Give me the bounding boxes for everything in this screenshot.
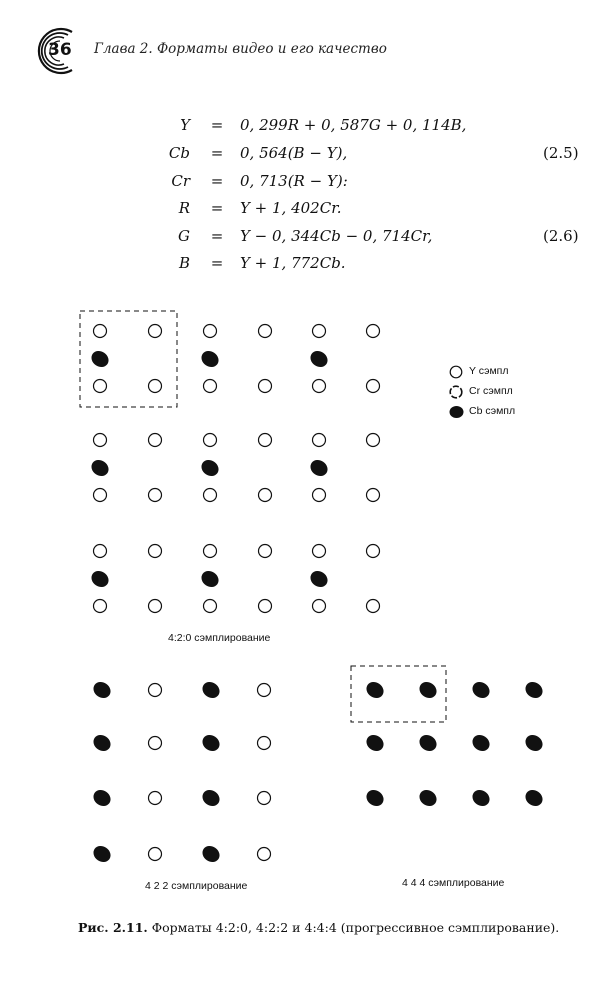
equation-sign: = bbox=[210, 254, 224, 272]
chroma-sample bbox=[198, 568, 221, 591]
equation-number: (2.5) bbox=[543, 144, 579, 162]
chroma-sample bbox=[469, 787, 492, 810]
y-sample bbox=[149, 600, 162, 613]
y-sample bbox=[94, 600, 107, 613]
equation-row bbox=[150, 144, 590, 170]
equation-row bbox=[150, 199, 590, 225]
y-sample bbox=[204, 380, 217, 393]
equation-sign: = bbox=[210, 199, 224, 217]
y-sample bbox=[149, 684, 162, 697]
equation-row bbox=[150, 116, 590, 142]
label-420: 4:2:0 сэмплирование bbox=[168, 632, 271, 644]
y-sample bbox=[313, 380, 326, 393]
chroma-sample bbox=[363, 679, 386, 702]
y-sample bbox=[149, 545, 162, 558]
y-sample bbox=[259, 600, 272, 613]
y-sample bbox=[149, 434, 162, 447]
chroma-sample bbox=[416, 679, 439, 702]
y-sample bbox=[313, 600, 326, 613]
label-444: 4 4 4 сэмплирование bbox=[402, 877, 505, 889]
y-sample bbox=[259, 325, 272, 338]
y-sample bbox=[149, 380, 162, 393]
dotted-circle-icon bbox=[449, 384, 465, 400]
y-sample bbox=[149, 792, 162, 805]
chroma-sample bbox=[90, 787, 113, 810]
y-sample bbox=[259, 434, 272, 447]
chroma-sample bbox=[199, 732, 222, 755]
equation-block bbox=[150, 116, 590, 276]
chroma-sample bbox=[363, 732, 386, 755]
equation-row bbox=[150, 254, 590, 280]
y-sample bbox=[367, 600, 380, 613]
equation-lhs: B bbox=[178, 254, 190, 272]
equation-sign: = bbox=[210, 227, 224, 245]
y-sample bbox=[259, 545, 272, 558]
equation-lhs: R bbox=[178, 199, 190, 217]
equation-row bbox=[150, 172, 590, 198]
y-sample bbox=[149, 737, 162, 750]
y-sample bbox=[367, 545, 380, 558]
y-sample bbox=[204, 545, 217, 558]
y-sample bbox=[204, 600, 217, 613]
running-head: Глава 2. Форматы видео и его качество bbox=[94, 41, 387, 57]
chroma-sample bbox=[90, 843, 113, 866]
y-sample bbox=[149, 489, 162, 502]
y-sample bbox=[259, 380, 272, 393]
y-sample bbox=[94, 489, 107, 502]
legend-label: Cr сэмпл bbox=[469, 385, 513, 397]
chroma-sample bbox=[416, 732, 439, 755]
page-number: 36 bbox=[48, 40, 72, 60]
legend-label: Cb сэмпл bbox=[469, 405, 516, 417]
figure-caption bbox=[78, 920, 598, 935]
sampling-diagram bbox=[0, 300, 604, 900]
equation-rhs: 0, 564(B − Y), bbox=[240, 144, 348, 162]
equation-rhs: Y + 1, 402Cr. bbox=[240, 199, 342, 217]
equation-row bbox=[150, 227, 590, 253]
y-sample bbox=[258, 792, 271, 805]
label-422: 4 2 2 сэмплирование bbox=[145, 880, 248, 892]
equation-lhs: Cb bbox=[168, 144, 190, 162]
y-sample bbox=[259, 489, 272, 502]
chroma-sample bbox=[198, 457, 221, 480]
chroma-sample bbox=[90, 679, 113, 702]
chroma-sample bbox=[307, 568, 330, 591]
chroma-sample bbox=[307, 348, 330, 371]
y-sample bbox=[313, 545, 326, 558]
y-sample bbox=[313, 325, 326, 338]
y-sample bbox=[258, 848, 271, 861]
chroma-sample bbox=[88, 348, 111, 371]
equation-rhs: Y + 1, 772Cb. bbox=[240, 254, 346, 272]
equation-number: (2.6) bbox=[543, 227, 579, 245]
y-sample bbox=[367, 489, 380, 502]
y-sample bbox=[313, 434, 326, 447]
legend-label: Y сэмпл bbox=[469, 365, 509, 377]
caption-text: Форматы 4:2:0, 4:2:2 и 4:4:4 (прогрессивное сэмплирование). bbox=[151, 920, 560, 935]
equation-sign: = bbox=[210, 144, 224, 162]
chroma-sample bbox=[469, 732, 492, 755]
equation-rhs: 0, 299R + 0, 587G + 0, 114B, bbox=[240, 116, 467, 134]
chroma-sample bbox=[522, 679, 545, 702]
chroma-sample bbox=[199, 787, 222, 810]
chroma-sample bbox=[88, 568, 111, 591]
sampling-figure bbox=[0, 300, 604, 900]
chroma-sample bbox=[307, 457, 330, 480]
chroma-sample bbox=[199, 679, 222, 702]
y-sample bbox=[313, 489, 326, 502]
chroma-sample bbox=[416, 787, 439, 810]
chroma-sample bbox=[469, 679, 492, 702]
y-sample bbox=[367, 434, 380, 447]
chroma-sample bbox=[198, 348, 221, 371]
y-sample bbox=[204, 434, 217, 447]
y-sample bbox=[94, 434, 107, 447]
equation-rhs: 0, 713(R − Y): bbox=[240, 172, 348, 190]
equation-lhs: Cr bbox=[171, 172, 190, 190]
caption-prefix: Рис. 2.11. bbox=[78, 920, 148, 935]
filled-circle-icon bbox=[449, 404, 465, 420]
equation-lhs: Y bbox=[180, 116, 190, 134]
y-sample bbox=[149, 848, 162, 861]
chroma-sample bbox=[88, 457, 111, 480]
y-sample bbox=[149, 325, 162, 338]
chroma-sample bbox=[199, 843, 222, 866]
page-header bbox=[28, 26, 588, 76]
y-sample bbox=[367, 380, 380, 393]
equation-sign: = bbox=[210, 172, 224, 190]
y-sample bbox=[94, 545, 107, 558]
chroma-sample bbox=[90, 732, 113, 755]
chroma-sample bbox=[522, 787, 545, 810]
y-sample bbox=[367, 325, 380, 338]
y-sample bbox=[258, 737, 271, 750]
y-sample bbox=[204, 489, 217, 502]
y-sample bbox=[94, 325, 107, 338]
chroma-sample bbox=[522, 732, 545, 755]
equation-sign: = bbox=[210, 116, 224, 134]
open-circle-icon bbox=[449, 364, 465, 380]
equation-lhs: G bbox=[178, 227, 190, 245]
y-sample bbox=[204, 325, 217, 338]
chroma-sample bbox=[363, 787, 386, 810]
y-sample bbox=[94, 380, 107, 393]
equation-rhs: Y − 0, 344Cb − 0, 714Cr, bbox=[240, 227, 433, 245]
y-sample bbox=[258, 684, 271, 697]
